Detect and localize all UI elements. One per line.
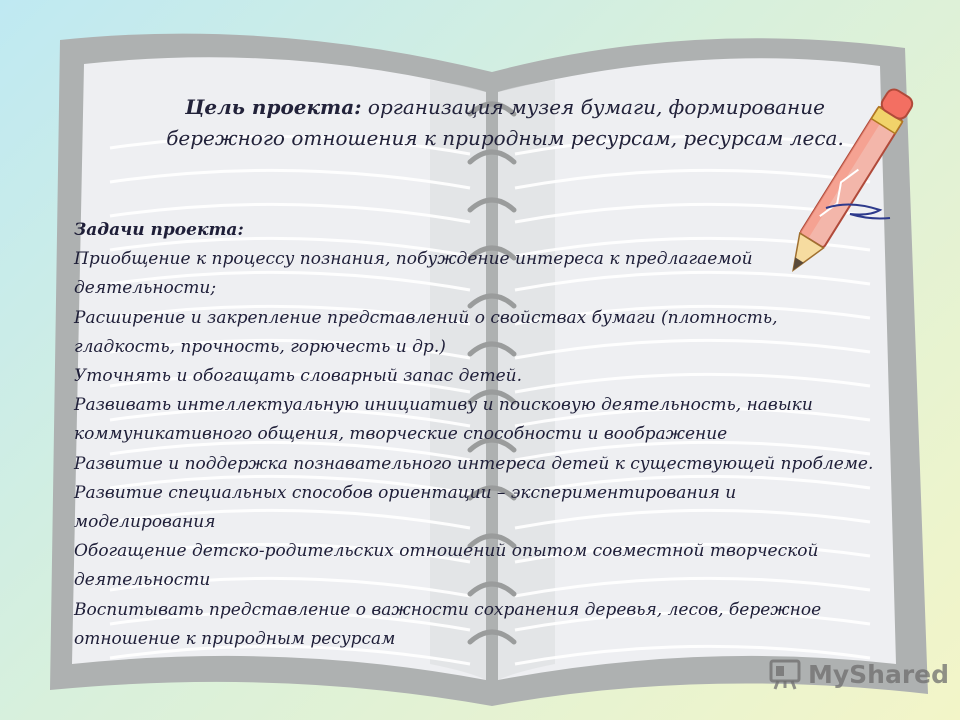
task-line: гладкость, прочность, горючесть и др.) xyxy=(74,336,446,357)
task-line: деятельности xyxy=(74,570,211,591)
watermark-text: MyShared xyxy=(808,659,950,689)
task-line: моделирования xyxy=(74,512,216,533)
task-line: Воспитывать представление о важности сохранения деревья, лесов, бережное xyxy=(74,599,822,620)
task-line: отношение к природным ресурсам xyxy=(74,628,396,649)
project-goal xyxy=(120,92,890,154)
task-line: Расширение и закрепление представлений о свойствах бумаги (плотность, xyxy=(74,307,778,328)
task-line: Уточнять и обогащать словарный запас детей. xyxy=(74,366,522,387)
task-line: Обогащение детско-родительских отношений опытом совместной творческой xyxy=(74,541,819,562)
goal-label: Цель проекта: xyxy=(185,95,362,119)
task-line: деятельности; xyxy=(74,278,217,299)
task-line: Развивать интеллектуальную инициативу и поисковую деятельность, навыки xyxy=(74,395,813,416)
task-line: Развитие и поддержка познавательного интереса детей к существующей проблеме. xyxy=(74,453,874,474)
goal-line-2: бережного отношения к природным ресурсам, ресурсам леса. xyxy=(166,126,844,150)
project-tasks xyxy=(74,216,954,654)
task-line: Приобщение к процессу познания, побуждение интереса к предлагаемой xyxy=(74,249,753,270)
goal-line-1: организация музея бумаги, формирование xyxy=(361,95,825,119)
presentation-board-icon xyxy=(768,657,802,691)
watermark xyxy=(768,656,949,692)
task-line: Развитие специальных способов ориентации – экспериментирования и xyxy=(74,482,737,503)
task-line: коммуникативного общения, творческие способности и воображение xyxy=(74,424,728,445)
tasks-title: Задачи проекта: xyxy=(74,220,244,240)
